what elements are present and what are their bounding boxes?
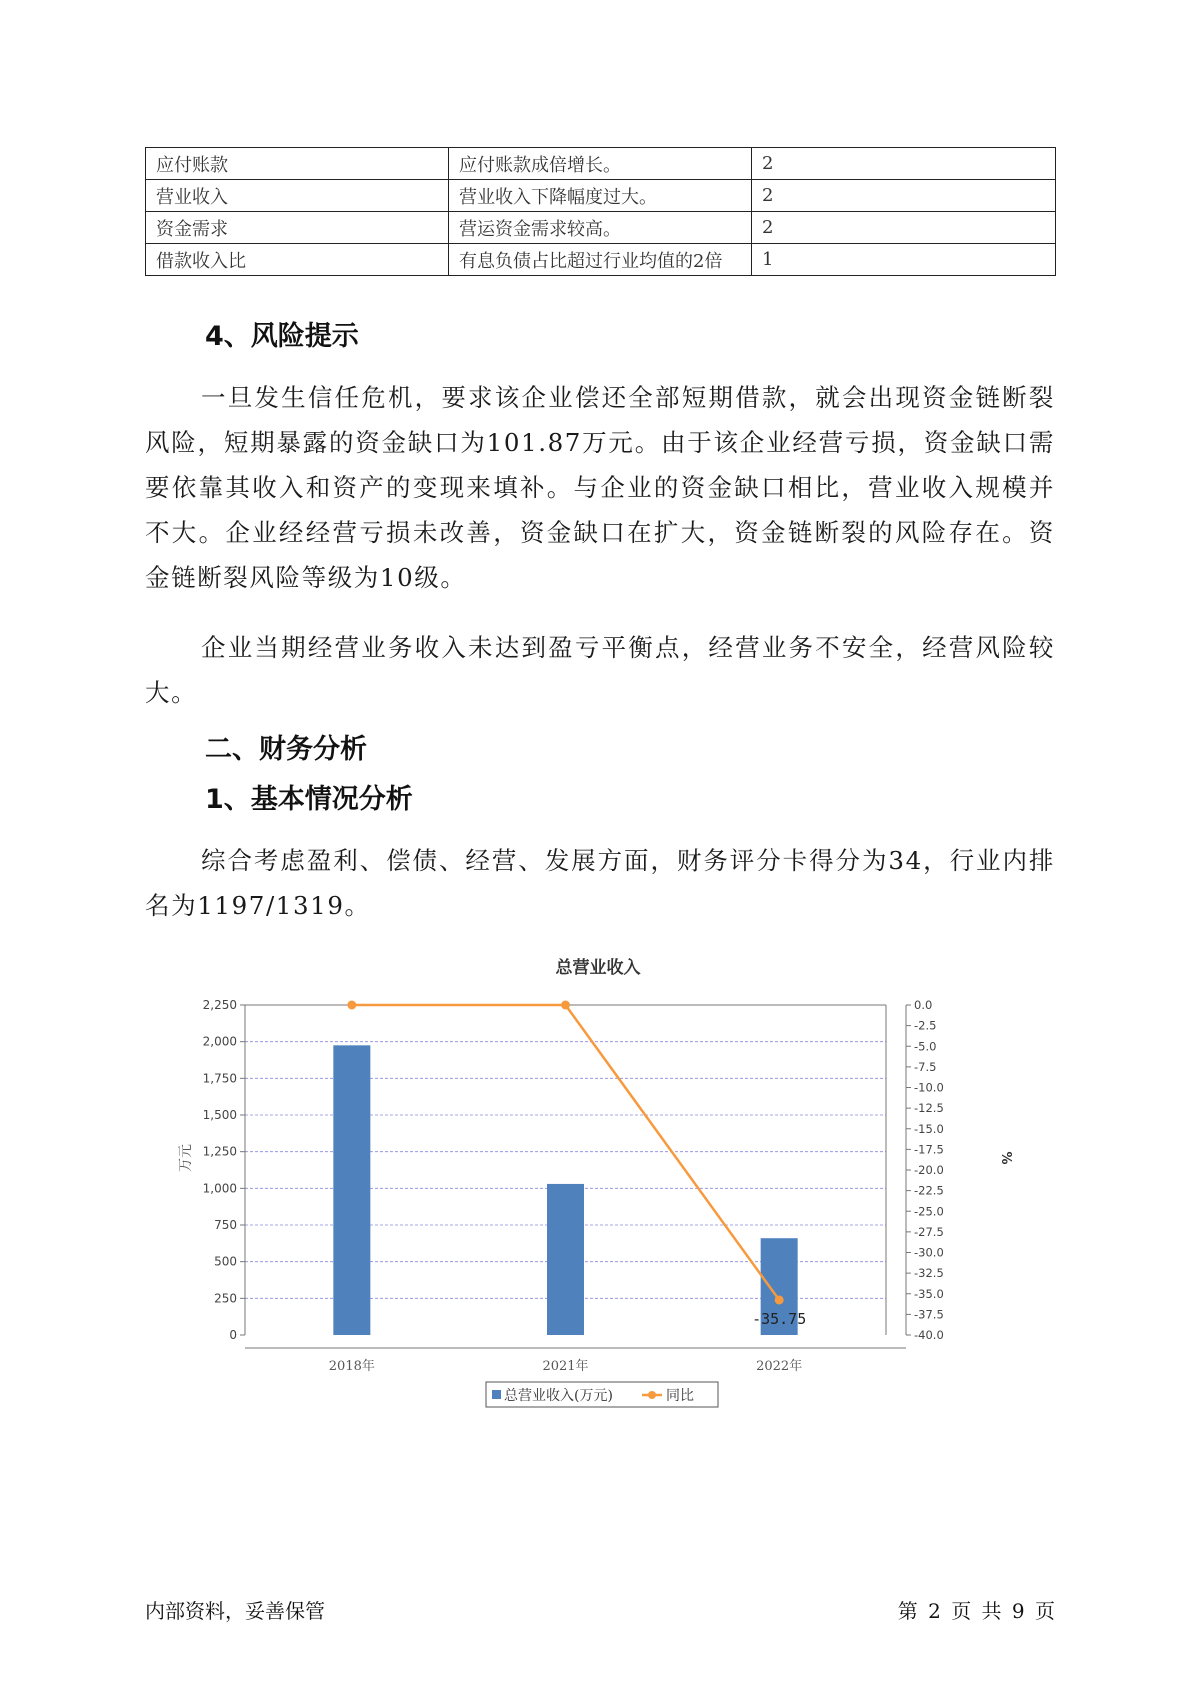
table-cell-item: 资金需求 xyxy=(146,212,449,244)
y2-tick-label: -17.5 xyxy=(914,1142,944,1157)
risk-paragraph-1: 一旦发生信任危机，要求该企业偿还全部短期借款，就会出现资金链断裂风险，短期暴露的资金缺口为101.87万元。由于该企业经营亏损，资金缺口需要依靠其收入和资产的变现来填补。与企业的资金缺口相比，营业收入规模并不大。企业经经营亏损未改善，资金缺口在扩大，资金链断裂的风险存在。资金链断裂风险等级为10级。 xyxy=(145,383,1055,592)
table-row xyxy=(146,212,1056,244)
line-point xyxy=(347,1001,356,1010)
footer-confidential: 内部资料，妥善保管 xyxy=(145,1599,325,1623)
y2-tick-label: -5.0 xyxy=(914,1039,937,1054)
y-tick-label: 1,250 xyxy=(202,1144,237,1159)
y-tick-label: 1,750 xyxy=(202,1071,237,1086)
y-tick-label: 1,000 xyxy=(202,1181,237,1196)
table-cell-score: 2 xyxy=(752,148,1056,180)
chart-legend xyxy=(486,1382,718,1407)
line-point xyxy=(561,1001,570,1010)
y2-tick-label: -32.5 xyxy=(914,1266,944,1281)
table-cell-desc: 营业收入下降幅度过大。 xyxy=(449,180,752,212)
y-tick-label: 500 xyxy=(214,1254,237,1269)
y2-tick-label: -35.0 xyxy=(914,1286,944,1301)
table-cell-score: 2 xyxy=(752,212,1056,244)
y-tick-label: 2,250 xyxy=(202,998,237,1012)
finance-paragraph: 综合考虑盈利、偿债、经营、发展方面，财务评分卡得分为34，行业内排名为1197/1319。 xyxy=(145,846,1055,920)
bar-series xyxy=(333,1045,797,1335)
risk-table xyxy=(145,147,1056,276)
subsection-heading-basic: 1、基本情况分析 xyxy=(205,784,413,815)
y2-tick-label: -7.5 xyxy=(914,1059,937,1074)
legend-label-revenue: 总营业收入(万元) xyxy=(504,1388,613,1404)
y-axis-label: 万元 xyxy=(178,1144,194,1172)
chart-title: 总营业收入 xyxy=(555,958,641,978)
legend-label-yoy: 同比 xyxy=(666,1388,694,1404)
y2-tick-label: -37.5 xyxy=(914,1307,944,1322)
y2-tick-label: -40.0 xyxy=(914,1328,944,1342)
data-label: -35.75 xyxy=(752,1309,807,1328)
y-axis-left xyxy=(203,998,245,1342)
y2-tick-label: -20.0 xyxy=(914,1163,944,1177)
y-tick-label: 250 xyxy=(214,1291,237,1306)
table-cell-item: 营业收入 xyxy=(146,180,449,212)
table-cell-desc: 有息负债占比超过行业均值的2倍 xyxy=(449,244,752,276)
table-row xyxy=(146,148,1056,180)
table-cell-item: 应付账款 xyxy=(146,148,449,180)
y-tick-label: 1,500 xyxy=(202,1108,237,1122)
table-row xyxy=(146,180,1056,212)
y2-tick-label: -12.5 xyxy=(914,1101,944,1116)
legend-swatch-bar xyxy=(492,1390,501,1399)
x-tick-label: 2022年 xyxy=(756,1359,803,1374)
y2-tick-label: -30.0 xyxy=(914,1245,944,1260)
y2-tick-label: -22.5 xyxy=(914,1183,944,1198)
x-tick-label: 2018年 xyxy=(328,1359,375,1374)
risk-paragraph-2: 企业当期经营业务收入未达到盈亏平衡点，经营业务不安全，经营风险较大。 xyxy=(145,633,1055,707)
table-cell-desc: 应付账款成倍增长。 xyxy=(449,148,752,180)
revenue-chart xyxy=(170,950,1020,1420)
y-tick-label: 0 xyxy=(229,1328,237,1342)
table-cell-score: 1 xyxy=(752,244,1056,276)
bar xyxy=(547,1184,584,1335)
table-cell-desc: 营运资金需求较高。 xyxy=(449,212,752,244)
table-row xyxy=(146,244,1056,276)
section-heading-finance: 二、财务分析 xyxy=(205,734,367,765)
x-axis xyxy=(245,1348,906,1374)
footer-page-number: 第 2 页 共 9 页 xyxy=(897,1599,1055,1623)
y2-tick-label: -10.0 xyxy=(914,1080,944,1095)
line-point xyxy=(775,1295,784,1304)
legend-swatch-point xyxy=(648,1391,656,1399)
bar xyxy=(333,1045,370,1335)
y2-tick-label: -27.5 xyxy=(914,1224,944,1239)
x-tick-label: 2021年 xyxy=(542,1359,589,1374)
y2-tick-label: -25.0 xyxy=(914,1204,944,1219)
y2-tick-label: -2.5 xyxy=(914,1018,937,1033)
y-tick-label: 2,000 xyxy=(202,1034,237,1049)
table-cell-item: 借款收入比 xyxy=(146,244,449,276)
section-heading-risk: 4、风险提示 xyxy=(205,321,359,352)
y2-tick-label: -15.0 xyxy=(914,1121,944,1136)
y2-tick-label: 0.0 xyxy=(914,998,933,1012)
y2-axis-label: % xyxy=(998,1151,1013,1165)
table-cell-score: 2 xyxy=(752,180,1056,212)
y-axis-right xyxy=(906,998,944,1342)
y-tick-label: 750 xyxy=(214,1218,237,1232)
